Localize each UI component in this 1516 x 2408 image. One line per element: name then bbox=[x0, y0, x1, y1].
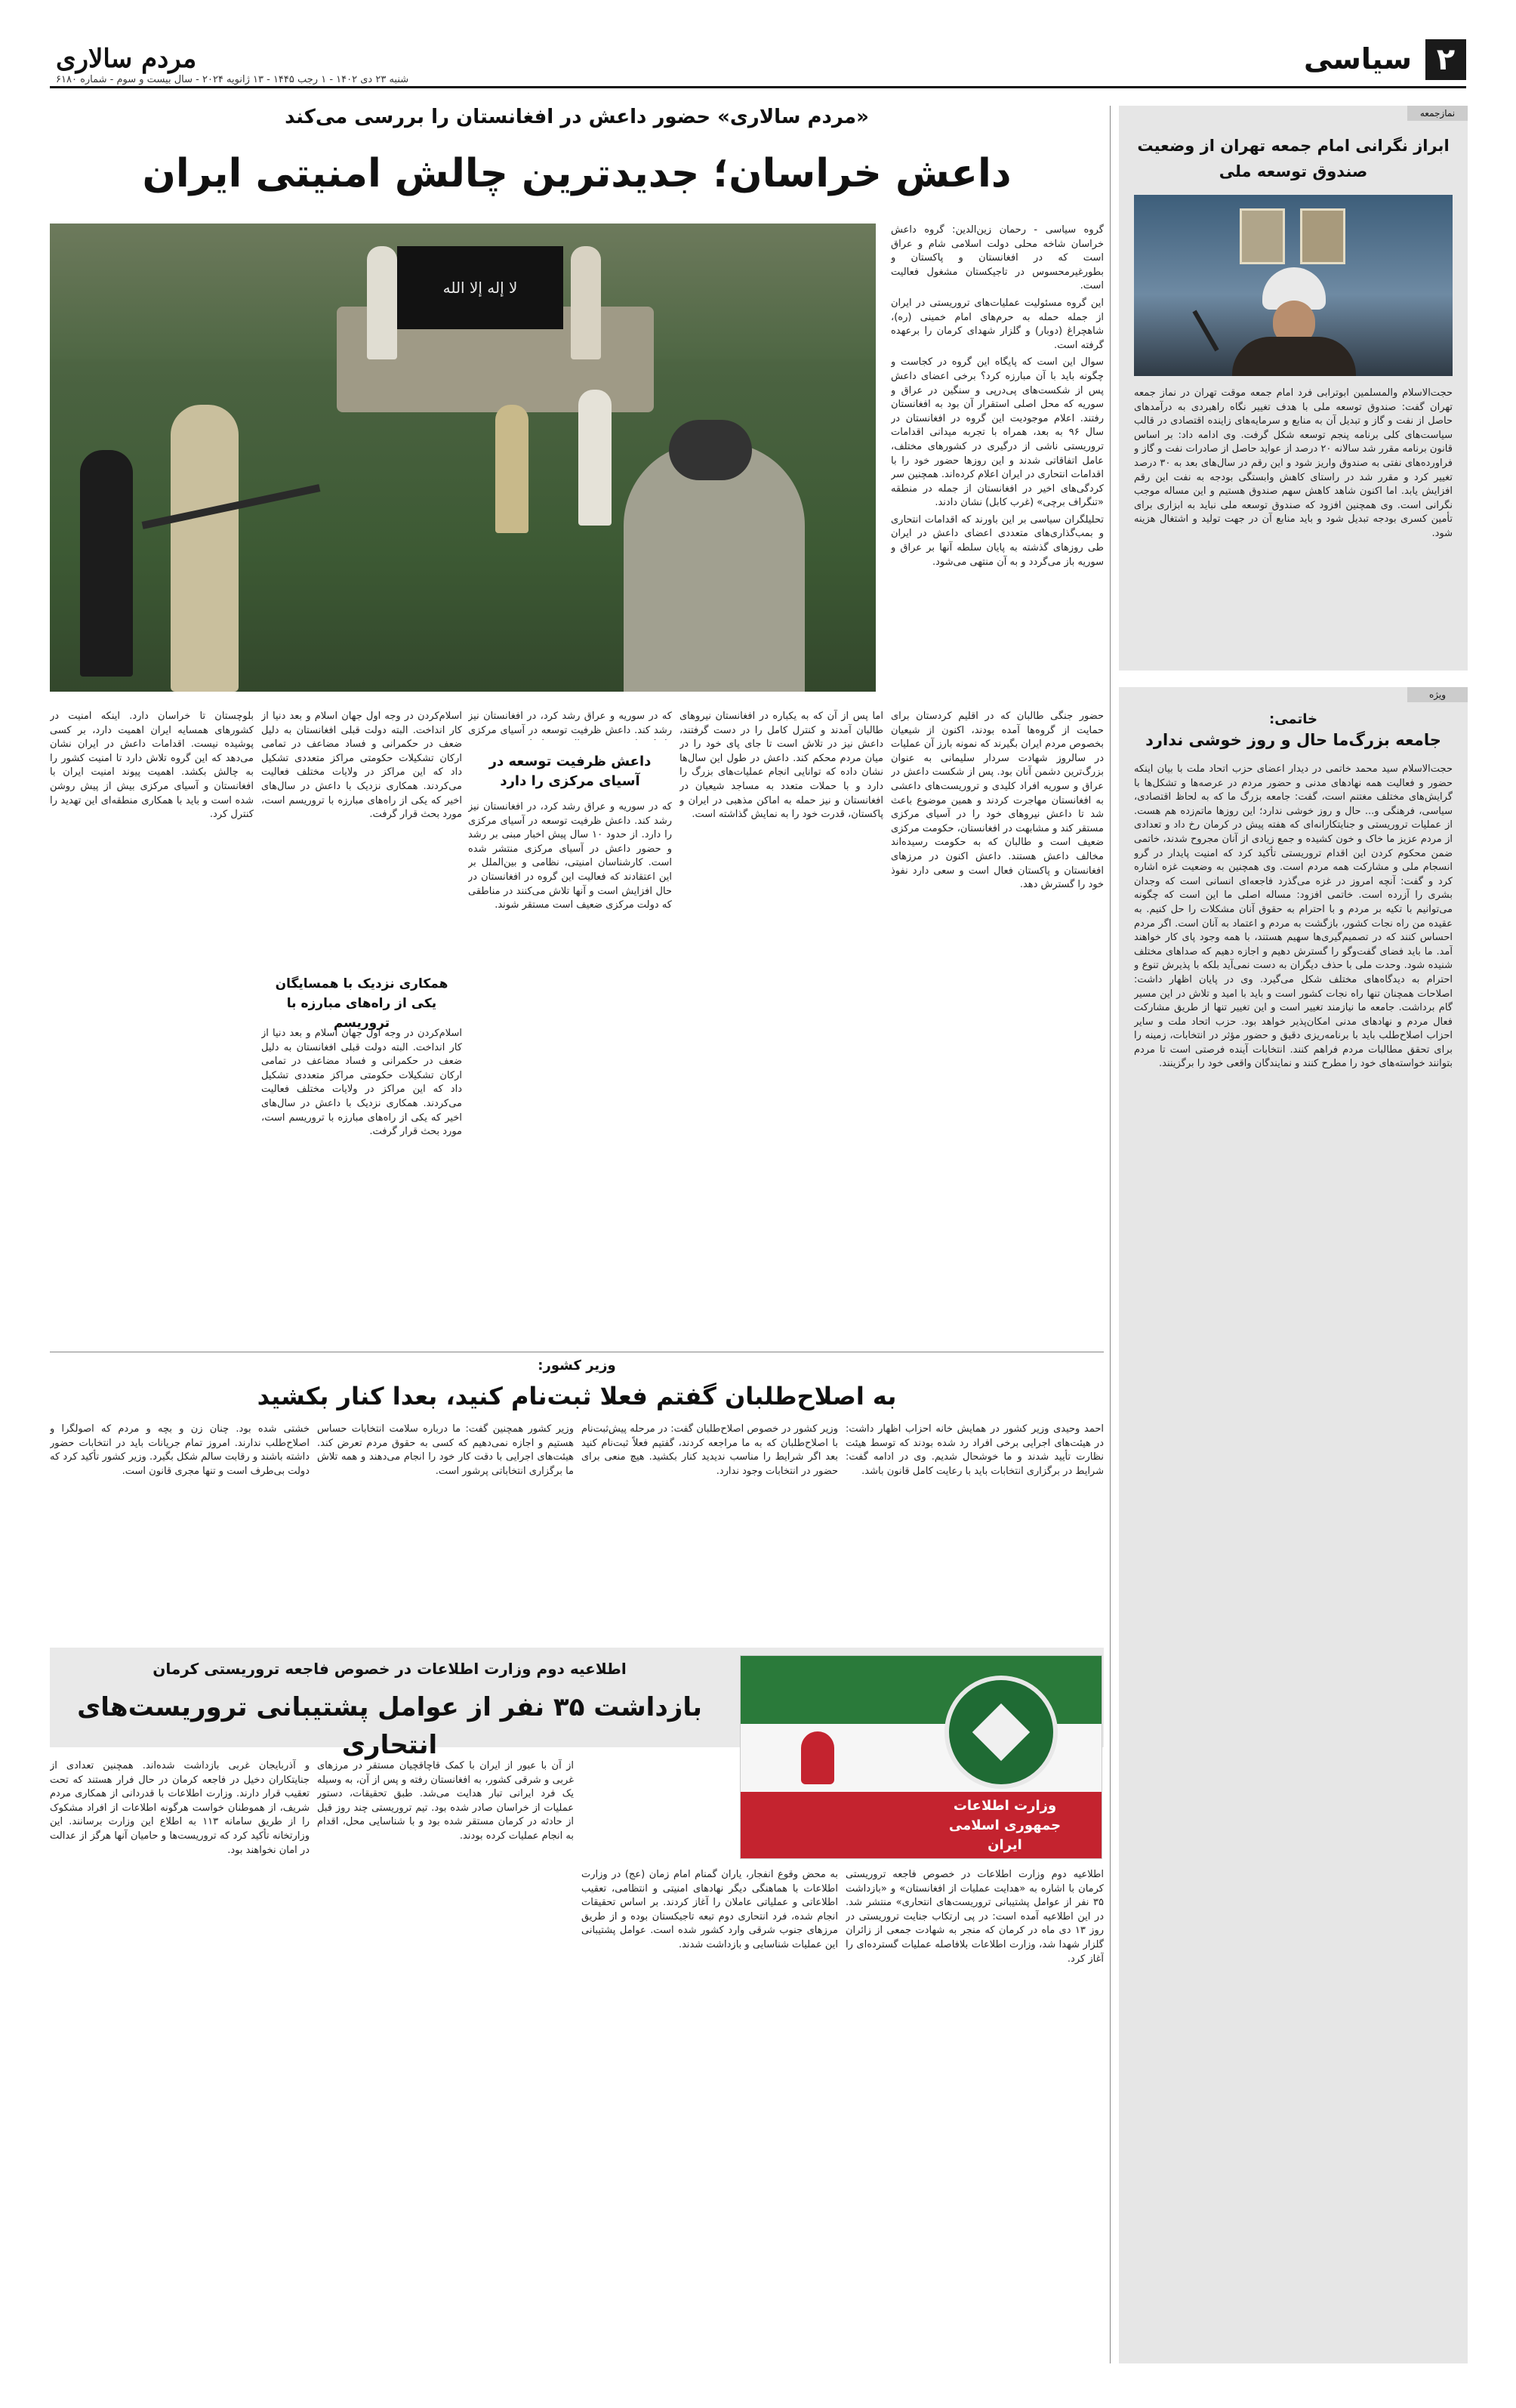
sidebar-top-body: حجت‌الاسلام والمسلمین ابوترابی فرد امام جمعه موقت تهران در نماز جمعه تهران گفت: صندوق توسعه ملی با هدف تغییر نگاه راهبردی به درآمدهای حاصل از نفت و گاز و تبدیل آن به منابع و سرمایه‌های زاینده اقتصادی در قالب سیاست‌های کلی برنامه پنجم توسعه شکل گرفت. وی ادامه داد: بر اساس قانون برنامه مقرر شد سالانه ۲۰ درصد از عواید حاصل از صادرات نفت و گاز و فراورده‌های نفتی به صندوق واریز شود و این رقم در سال‌های بعد به ۳۰ درصد تغییر کرد و مقرر شد در راستای کاهش وابستگی بودجه به نفت این رقم افزایش یابد. اما اکنون شاهد کاهش سهم صندوق هستیم و این مساله موجب نگرانی است. وی همچنین افزود که صندوق توسعه ملی نباید به ابزاری برای تأمین کسری بودجه تبدیل شود و باید منابع آن در جهت تولید و اشتغال هزینه شود. bbox=[1134, 387, 1453, 539]
ministry-logo-text: وزارت اطلاعات جمهوری اسلامی ایران bbox=[948, 1798, 1062, 1853]
lead-subhead-1: داعش ظرفیت توسعه در آسیای مرکزی را دارد bbox=[488, 754, 652, 789]
dateline: شنبه ۲۳ دی ۱۴۰۲ - ۱ رجب ۱۴۴۵ - ۱۳ ژانویه ۲۰۲۴ - سال بیست و سوم - شماره ۶۱۸۰ bbox=[56, 74, 409, 85]
lead-subhead-2: همکاری نزدیک با همسایگان یکی از راه‌های مبارزه با تروریسم bbox=[275, 976, 448, 1031]
interior-column-2: وزیر کشور در خصوص اصلاح‌طلبان گفت: در مرحله پیش‌ثبت‌نام با اصلاح‌طلبان که به ما مراجعه کردند، گفتیم فعلاً ثبت‌نام کنید بعد اگر شرایط را مناسب ندیدید کنار بکشید. هیچ منعی برای حضور در انتخابات وجود ندارد. bbox=[581, 1423, 838, 1477]
sidebar bbox=[1119, 106, 1468, 2363]
figure-black-clad bbox=[80, 450, 133, 677]
lead-column-3-body: که در سوریه و عراق رشد کرد، در افغانستان نیز رشد کند. داعش ظرفیت توسعه در آسیای مرکزی را دارد. از حدود ۱۰ سال پیش اخبار مبنی بر رشد و حضور داعش در آسیای مرکزی منتشر شده است. کارشناسان امنیتی، نظامی و بین‌الملل بر این اعتقادند که فعالیت این گروه در افغانستان در حال افزایش است و آنها تلاش می‌کنند در مناطقی که دولت مرکزی ضعیف است مستقر شوند. bbox=[468, 801, 672, 911]
interior-column-3: وزیر کشور همچنین گفت: ما درباره سلامت انتخابات حساس هستیم و اجازه نمی‌دهیم که کسی به حقوق مردم تعرض کند. هیئت‌های اجرایی با دقت کار خود را انجام می‌دهند و همه تلاش ما برگزاری انتخاباتی پرشور است. bbox=[317, 1423, 574, 1477]
lead-column-4-wrap bbox=[261, 710, 462, 1344]
interior-column-1: احمد وحیدی وزیر کشور در همایش خانه احزاب اظهار داشت: در هیئت‌های اجرایی برخی افراد رد شده بودند که توسط هیئت نظارت تأیید شدند و ما خوشحال شدیم. وی در ادامه گفت: شرایط در برگزاری انتخابات باید با رعایت کامل قانون باشد. bbox=[846, 1423, 1104, 1477]
portrait-frame-icon bbox=[1240, 208, 1285, 264]
lead-headline: داعش خراسان؛ جدیدترین چالش امنیتی ایران bbox=[142, 151, 1012, 196]
lead-column-4-body: اسلام‌کردن در وجه اول جهان اسلام و بعد دنیا از کار انداخت. البته دولت قبلی افغانستان به دلیل ضعف در حکمرانی و فساد مضاعف در تمامی ارکان تشکیلات حکومتی مراکز متعددی تشکیل داد که این مراکز در ولایات مختلف فعالیت می‌کردند. همکاری نزدیک با داعش در سال‌های اخیر که یکی از راه‌های مبارزه با تروریسم است، مورد بحث قرار گرفت. bbox=[261, 1028, 462, 1138]
figure-standing-middle bbox=[495, 405, 528, 533]
intel-column-2: به محض وقوع انفجار، یاران گمنام امام زمان (عج) در وزارت اطلاعات با هماهنگی دیگر نهادهای امنیتی و انتظامی، تعقیب اطلاعاتی و عملیاتی عاملان را آغاز کردند. بر اساس تحقیقات انجام شده، فرد انتحاری دوم تبعه تاجیکستان بوده و از طریق مرزهای جنوب شرقی وارد کشور شده است. عوامل پشتیبانی این عملیات شناسایی و بازداشت شدند. bbox=[581, 1869, 838, 1950]
ministry-logo bbox=[740, 1655, 1102, 1859]
sidebar-bottom-kicker: خاتمی: bbox=[1269, 711, 1317, 727]
figure-flagbearer-right bbox=[571, 246, 601, 359]
lead-intro bbox=[891, 224, 1104, 707]
lead-column-3-top: که در سوریه و عراق رشد کرد، در افغانستان نیز رشد کند. داعش ظرفیت توسعه در آسیای مرکزی bbox=[468, 711, 672, 736]
lead-intro-paragraph: تحلیلگران سیاسی بر این باورند که اقدامات انتحاری و بمب‌گذاری‌های متعددی اعضای داعش در ایران طی روزهای گذشته به پایان سلطه آنها بر عراق و سوریه باز می‌گردد و به آن منتهی می‌شود. bbox=[891, 513, 1104, 568]
intel-column-4: و آذربایجان غربی بازداشت شده‌اند. همچنین تعدادی از جنایتکاران دخیل در فاجعه کرمان در حال فرار هستند که تحت تعقیب قرار دارند. وزارت اطلاعات با قدردانی از همکاری مردم شریف، از هموطنان خواست هرگونه اطلاعات از افراد مشکوک را از طریق سامانه ۱۱۳ به اطلاع این وزارت برسانند. این وزارتخانه تأکید کرد که تروریست‌ها و حامیان آنها هرگز از عدالت در امان نخواهند بود. bbox=[50, 1760, 310, 1856]
lead-intro-paragraph: سوال این است که پایگاه این گروه در کجاست و چگونه باید با آن مبارزه کرد؟ برخی اعضای داعش پس از شکست‌های پی‌درپی و سنگین در عراق و سوریه که محل اصلی استقرار آن بود به افغانستان رفتند. اعلام موجودیت این گروه در افغانستان در سال ۹۶ به بعد، همراه با تجربه میدانی اقدامات تروریستی ناشی از درگیری در کشورهای مختلف، عامل اتفاقاتی شدند و این روزها حضور خود را با اقدامات انتحاری در ایران اعلام کرده‌اند. همچنین سر کردگی‌های اخیر در افغانستان از جمله در منطقه «تنگراف برچی» (غرب کابل) نشان دادند. bbox=[891, 356, 1104, 509]
intel-column-3: از آن با عبور از ایران با کمک قاچاقچیان مستقر در مرزهای غربی و شرقی کشور، به افغانستان رفته و پس از آن، به وسیله یک فرد ایرانی تبار هدایت می‌شد. طبق تحقیقات، دستور عملیات از خراسان صادر شده بود. تیم تروریستی چند روز قبل از حادثه در کرمان مستقر شده بود و با شناسایی محل، اقدام به انجام عملیات کرده بودند. bbox=[317, 1760, 574, 1842]
lead-column-1: حضور جنگی طالبان که در اقلیم کردستان برای حمایت از گروه‌ها آمده بودند، اکنون از شیعیان بخصوص مردم ایران بگیرند که نمونه بارز آن عملیات در سالروز شهادت سردار سلیمانی به عنوان بزرگ‌ترین دشمن آنان بود. پس از شکست داعش در عراق و سوریه افراد کلیدی و تروریست‌های داعشی به افغانستان مهاجرت کردند و همین موضوع باعث شد تا داعش نیروهای خود را در آسیای مرکزی مستقر کند و مشابهت در افغانستان، حکومت مرکزی ضعیف است و طالبان که به حکومت رسیده‌اند مخالف داعش هستند. داعش اکنون در مرزهای افغانستان و پاکستان فعال است و سعی دارد نفوذ خود را گسترش دهد. bbox=[891, 711, 1104, 891]
microphone-icon bbox=[1192, 310, 1219, 352]
sidebar-top-headline: ابراز نگرانی امام جمعه تهران از وضعیت صندوق توسعه ملی bbox=[1137, 137, 1450, 180]
page-number-badge: ۲ bbox=[1425, 39, 1466, 80]
black-flag-icon: لا إله إلا الله bbox=[397, 246, 563, 329]
sidebar-top-box bbox=[1119, 106, 1468, 671]
sidebar-top-photo bbox=[1134, 195, 1453, 376]
figure-standing-center bbox=[578, 390, 612, 526]
figure-armed-left bbox=[171, 405, 239, 692]
masthead-rule bbox=[50, 86, 1466, 88]
portrait-frame-icon bbox=[1300, 208, 1345, 264]
figure-flagbearer-left bbox=[367, 246, 397, 359]
masthead bbox=[0, 0, 1516, 92]
lead-kicker: «مردم سالاری» حضور داعش در افغانستان را بررسی می‌کند bbox=[285, 106, 869, 128]
sidebar-bottom-box bbox=[1119, 687, 1468, 2363]
lead-column-4-top: اسلام‌کردن در وجه اول جهان اسلام و بعد دنیا از کار انداخت. البته دولت قبلی افغانستان به دلیل ضعف در حکمرانی و فساد مضاعف در تمامی ارکان تشکیلات حکومتی مراکز متعددی تشکیل داد که این مراکز در ولایات مختلف فعالیت می‌کردند. همکاری نزدیک با داعش در سال‌های اخیر که یکی از راه‌های مبارزه با تروریسم است، مورد بحث قرار گرفت. bbox=[261, 711, 462, 821]
intel-column-1: اطلاعیه دوم وزارت اطلاعات در خصوص فاجعه تروریستی کرمان با اشاره به «هدایت عملیات از افغانستان» و «بازداشت ۳۵ نفر از عوامل پشتیبانی تروریست‌های انتحاری» منتشر شد. در این اطلاعیه آمده است: در پی ارتکاب جنایت تروریستی در روز ۱۳ دی ماه در کرمان که منجر به شهادت جمعی از زائران گلزار شهدا شد، وزارت اطلاعات بلافاصله عملیات گسترده‌ای را آغاز کرد. bbox=[846, 1869, 1104, 1965]
speaker-robe-icon bbox=[1232, 337, 1356, 376]
intel-kicker: اطلاعیه دوم وزارت اطلاعات در خصوص فاجعه تروریستی کرمان bbox=[153, 1660, 627, 1678]
sidebar-bottom-body: حجت‌الاسلام سید محمد خاتمی در دیدار اعضای حزب اتحاد ملت با بیان اینکه حضور و فعالیت همه نهادهای مدنی و حضور مردم در عرصه‌ها و تشکل‌ها با گرایش‌های مختلف مغتنم است، گفت: جامعه بزرگ ما که به لحاظ اقتصادی، سیاسی، فرهنگی و... حال و روز خوشی ندارد؛ این روزها ماتم‌زده هم هست. از عملیات تروریستی و جنایتکارانه‌ای که هفته پیش در کرمان رخ داد و تعدادی از مردم عزیز ما خاک و خون کشیده و جمع زیادی از آنان مجروح شدند، خاتمی ضمن محکوم کردن این اقدام تروریستی تأکید کرد که امنیت پایدار در گرو انسجام ملی و مشارکت همه مردم است. وی همچنین به وضعیت غزه اشاره کرد و گفت: آنچه امروز در غزه می‌گذرد فاجعه‌ای انسانی است که وجدان بشری را آزرده است. خاتمی افزود: مساله اصلی ما این است که چگونه می‌توانیم با تکیه بر مردم و با احترام به حقوق آنان مشکلات را حل کنیم. به عقیده من راه نجات کشور، بازگشت به مردم و اعتماد به آنان است. اگر مردم احساس کنند که در تصمیم‌گیری‌ها سهیم هستند، با همه وجود پای کار خواهند آمد. ما باید فضای گفت‌وگو را گسترش دهیم و اجازه دهیم که صداهای مختلف شنیده شود. وحدت ملی با حذف دیگران به دست نمی‌آید بلکه با پذیرش تنوع و احترام به دیدگاه‌های مختلف شکل می‌گیرد. وی در پایان اظهار داشت: اصلاحات همچنان تنها راه نجات کشور است و باید با امید و تلاش در این مسیر گام برداشت. جامعه ما نیازمند تغییر است و این تغییر تنها از طریق مشارکت فعال مردم و نهادهای مدنی امکان‌پذیر خواهد بود. حزب اتحاد ملت و سایر احزاب اصلاح‌طلب باید با برنامه‌ریزی دقیق و حضور مؤثر در انتخابات، زمینه را برای تحقق مطالبات مردم فراهم کنند. انتخابات آینده فرصتی است تا مردم بتوانند خواسته‌های خود را مطرح کنند و نمایندگان واقعی خود را برگزینند. bbox=[1134, 763, 1453, 1070]
figure-foreground-turban bbox=[669, 420, 752, 480]
intel-headline: بازداشت ۳۵ نفر از عوامل پشتیبانی تروریست‌های انتحاری bbox=[77, 1692, 702, 1760]
emblem-red-symbol bbox=[801, 1731, 834, 1784]
section-title: سیاسی bbox=[1304, 42, 1412, 76]
sidebar-bottom-label: ویژه bbox=[1407, 687, 1468, 702]
sidebar-bottom-headline: جامعه بزرگ‌ما حال و روز خوشی ندارد bbox=[1145, 731, 1441, 749]
lead-intro-paragraph: این گروه مسئولیت عملیات‌های تروریستی در ایران از جمله حمله به حرم‌های امام خمینی (ره)، شاهچراغ (دوبار) و گلزار شهدای کرمان را برعهده گرفته است. bbox=[891, 297, 1104, 351]
sidebar-top-label: نمازجمعه bbox=[1407, 106, 1468, 121]
lead-photo bbox=[50, 224, 876, 692]
column-rule bbox=[1110, 106, 1111, 2363]
interior-column-4: خشتی شده بود. چنان زن و بچه و مردم که اصولگرا و اصلاح‌طلب ندارند. امروز تمام جریانات باید در انتخابات حضور داشته باشند و رقابت سالم شکل بگیرد. وزیر کشور تأکید کرد که دولت بی‌طرف است و تنها مجری قانون است. bbox=[50, 1423, 310, 1477]
newspaper-name: مردم سالاری bbox=[56, 44, 197, 74]
lead-column-3-wrap bbox=[468, 710, 672, 1344]
interior-headline: به اصلاح‌طلبان گفتم فعلا ثبت‌نام کنید، بعدا کنار بکشید bbox=[257, 1382, 897, 1411]
lead-column-5: بلوچستان تا خراسان دارد. اینکه امنیت در کشورهای همسایه ایران اهمیت دارد، بر کسی پوشیده نیست. اقدامات داعش در ایران نشان می‌دهد که این گروه تلاش دارد تا امنیت کشور را به چالش بکشد. اهمیت پیوند امنیت ایران با افغانستان و آسیای مرکزی بیش از پیش روشن شده است و باید با همکاری منطقه‌ای این تهدید را کنترل کرد. bbox=[50, 711, 254, 821]
lead-intro-paragraph: گروه سیاسی - رحمان زین‌الدین: گروه داعش خراسان شاخه محلی دولت اسلامی شام و عراق است که در افغانستان و پاکستان و بطورغیرمحسوس در تاجیکستان مشغول فعالیت است. bbox=[891, 224, 1104, 292]
lead-column-2: اما پس از آن که به یکباره در افغانستان نیروهای طالبان آمدند و کنترل کامل را در دست گرفتند، داعش نیز در تلاش است تا جای پای خود را در میان مردم محکم کند. داعش در طول این سال‌ها نشان داده که توانایی انجام عملیات‌های بزرگ را دارد و با حملات متعدد به مساجد شیعیان در افغانستان و نیز حمله به اماکن مذهبی در ایران و پاکستان، قدرت خود را به نمایش گذاشته است. bbox=[679, 711, 883, 821]
interior-kicker: وزیر کشور: bbox=[538, 1358, 616, 1374]
